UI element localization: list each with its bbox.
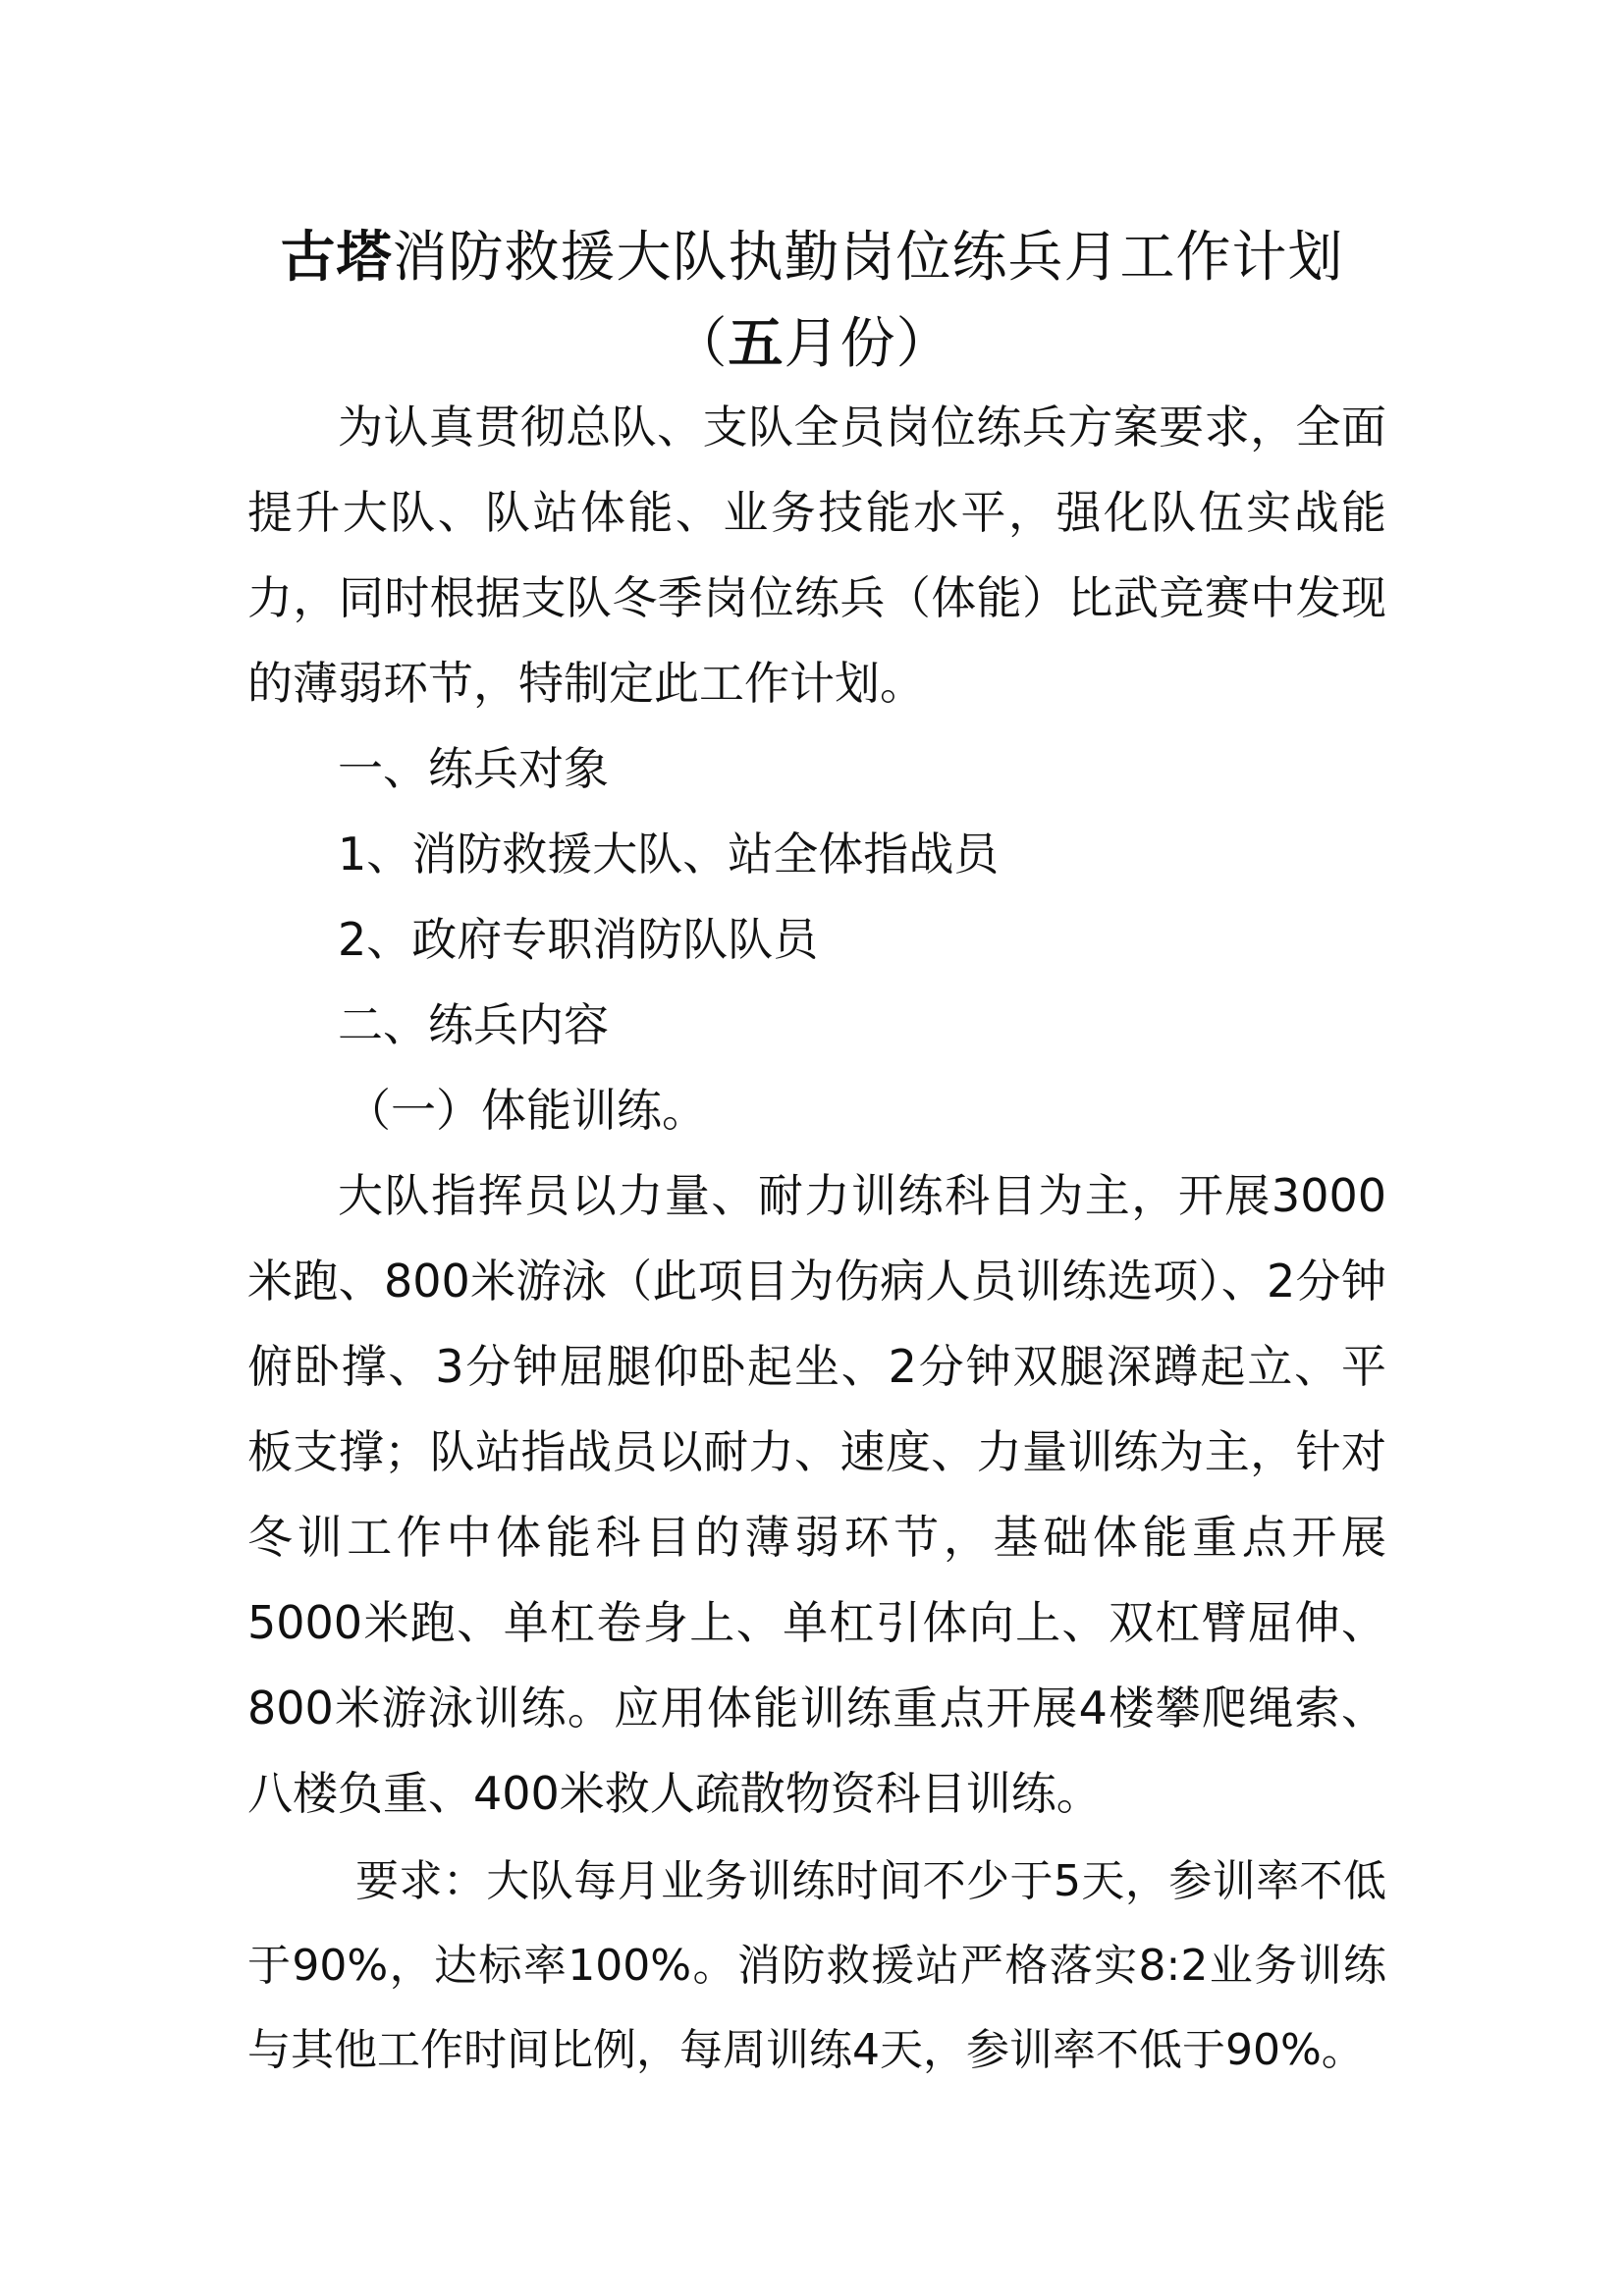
subtitle-open-paren: （ <box>672 312 729 376</box>
section-heading-content: 二、练兵内容 <box>338 998 609 1051</box>
subtitle-month-suffix: 月份） <box>784 312 952 376</box>
title-place-name: 古塔 <box>280 226 393 290</box>
document-title <box>0 223 1624 294</box>
document-body <box>247 385 1386 2093</box>
subtitle-month-number: 五 <box>728 312 785 376</box>
requirement-paragraph: 要求：大队每月业务训练时间不少于5天，参训率不低于90%，达标率100%。消防救援站严格落实8:2业务训练与其他工作时间比例，每周训练4天，参训率不低于90%。 <box>247 1856 1386 2075</box>
document-subtitle-month <box>0 309 1624 380</box>
section-heading-targets: 一、练兵对象 <box>338 742 609 795</box>
intro-paragraph: 为认真贯彻总队、支队全员岗位练兵方案要求，全面提升大队、队站体能、业务技能水平，强化队伍实战能力，同时根据支队冬季岗位练兵（体能）比武竞赛中发现的薄弱环节，特制定此工作计划。 <box>247 400 1386 710</box>
title-main-text: 消防救援大队执勤岗位练兵月工作计划 <box>392 226 1344 290</box>
subsection-heading-physical: （一）体能训练。 <box>346 1084 707 1137</box>
physical-training-paragraph: 大队指挥员以力量、耐力训练科目为主，开展3000米跑、800米游泳（此项目为伤病人员训练选项）、2分钟俯卧撑、3分钟屈腿仰卧起坐、2分钟双腿深蹲起立、平板支撑；队站指战员以耐力、速度、力量训练为主，针对冬训工作中体能科目的薄弱环节，基础体能重点开展5000米跑、单杠卷身上、单杠引体向上、双杠臂屈伸、800米游泳训练。应用体能训练重点开展4楼攀爬绳索、八楼负重、400米救人疏散物资科目训练。 <box>247 1169 1386 1820</box>
target-item-2: 2、政府专职消防队队员 <box>338 913 819 966</box>
target-item-1: 1、消防救援大队、站全体指战员 <box>338 828 1000 881</box>
